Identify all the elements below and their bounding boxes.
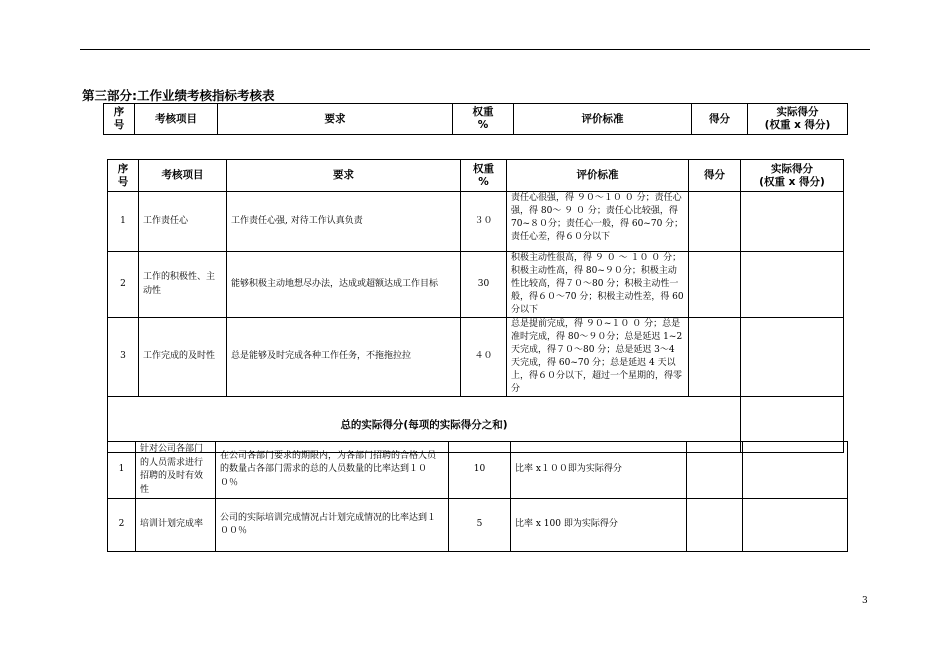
row-actual-score[interactable] — [743, 442, 848, 499]
row-item: 培训计划完成率 — [136, 499, 216, 552]
row-actual-score[interactable] — [741, 252, 844, 318]
row-item: 工作完成的及时性 — [139, 318, 227, 397]
row-seq: 3 — [108, 318, 139, 397]
page-number: 3 — [862, 596, 868, 606]
row-item: 针对公司各部门的人员需求进行招聘的及时有效性 — [136, 442, 216, 499]
row-score[interactable] — [689, 192, 741, 252]
table-row — [108, 192, 844, 252]
row-actual-score[interactable] — [743, 499, 848, 552]
header-row — [104, 104, 848, 135]
row-weight: 10 — [449, 442, 511, 499]
row-seq: 1 — [108, 192, 139, 252]
table-header-row — [108, 160, 844, 192]
header-criteria: 评价标准 — [514, 104, 692, 135]
header-score: 得分 — [692, 104, 748, 135]
row-seq: 2 — [108, 252, 139, 318]
assessment-table — [107, 159, 844, 453]
row-weight: ３０ — [461, 192, 507, 252]
row-requirement: 在公司各部门要求的期限内，为各部门招聘的合格人员的数量占各部门需求的总的人员数量的比率达到１００％ — [216, 442, 449, 499]
row-requirement: 工作责任心强, 对待工作认真负责 — [227, 192, 461, 252]
row-seq: 1 — [108, 442, 136, 499]
row-score[interactable] — [687, 442, 743, 499]
header-seq: 序 号 — [104, 104, 135, 135]
header-seq: 序 号 — [108, 160, 139, 192]
header-criteria: 评价标准 — [507, 160, 689, 192]
row-criteria: 积极主动性很高，得 ９ ０ ～ １０ ０ 分；积极主动性高，得 80~９０分；积极主动性比较高，得７０～80 分；积极主动性一般，得６０～70 分；积极主动性差，得 60 分以下 — [507, 252, 689, 318]
header-table — [103, 103, 848, 135]
row-requirement: 能够积极主动地想尽办法，达成或超额达成工作目标 — [227, 252, 461, 318]
header-requirement: 要求 — [227, 160, 461, 192]
recruitment-table — [107, 441, 848, 552]
section-title: 第三部分:工作业绩考核指标考核表 — [82, 88, 275, 103]
row-criteria: 比率 x 100 即为实际得分 — [511, 499, 687, 552]
row-criteria: 比率 x１００即为实际得分 — [511, 442, 687, 499]
row-requirement: 总是能够及时完成各种工作任务，不拖拖拉拉 — [227, 318, 461, 397]
header-score: 得分 — [689, 160, 741, 192]
row-actual-score[interactable] — [741, 318, 844, 397]
row-seq: 2 — [108, 499, 136, 552]
row-weight: 30 — [461, 252, 507, 318]
row-actual-score[interactable] — [741, 192, 844, 252]
row-criteria: 总是提前完成，得 ９０~１０ ０ 分；总是准时完成，得 80～９０分；总是延迟 1~2 天完成，得７０～80 分；总是延迟 3～4 天完成，得 60~70 分；总是延迟 4 天以上，得６０分以下，超过一个星期的，得零分 — [507, 318, 689, 397]
header-actual-score: 实际得分 (权重 x 得分) — [748, 104, 848, 135]
table-row — [108, 318, 844, 397]
header-weight: 权重 % — [461, 160, 507, 192]
row-score[interactable] — [687, 499, 743, 552]
row-weight: ４０ — [461, 318, 507, 397]
header-weight: 权重 % — [453, 104, 514, 135]
table-row — [108, 442, 848, 499]
top-rule — [80, 49, 870, 50]
row-item: 工作责任心 — [139, 192, 227, 252]
header-item: 考核项目 — [139, 160, 227, 192]
row-score[interactable] — [689, 318, 741, 397]
row-requirement: 公司的实际培训完成情况占计划完成情况的比率达到１００％ — [216, 499, 449, 552]
total-label: 总的实际得分(每项的实际得分之和) — [108, 397, 741, 453]
row-weight: 5 — [449, 499, 511, 552]
row-score[interactable] — [689, 252, 741, 318]
header-item: 考核项目 — [135, 104, 218, 135]
table-row — [108, 499, 848, 552]
header-requirement: 要求 — [218, 104, 453, 135]
row-item: 工作的积极性、主动性 — [139, 252, 227, 318]
table-row — [108, 252, 844, 318]
row-criteria: 责任心很强，得 ９０～１０ ０ 分；责任心强，得 80～ ９ ０ 分；责任心比较强，得 70~８０分；责任心一般，得 60~70 分；责任心差，得６０分以下 — [507, 192, 689, 252]
header-actual-score: 实际得分 (权重 x 得分) — [741, 160, 844, 192]
